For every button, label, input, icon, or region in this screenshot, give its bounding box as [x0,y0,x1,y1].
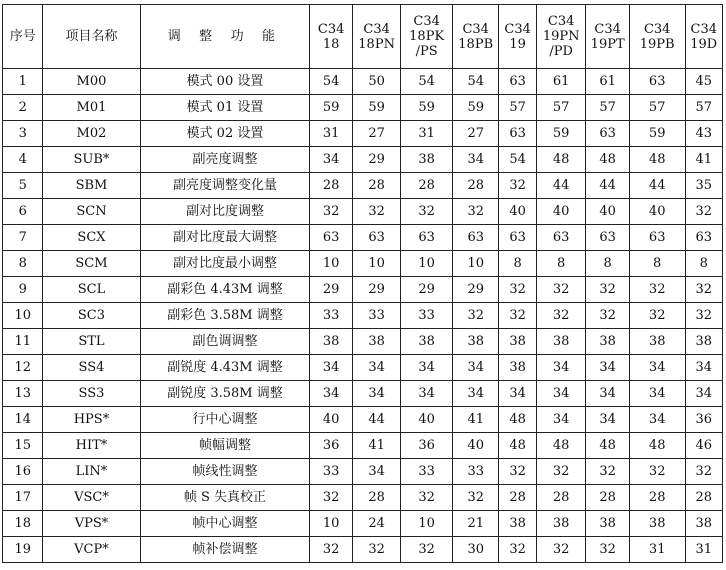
header-model: C34 19 [499,5,536,69]
cell-model-value: 34 [310,355,352,381]
header-serial-number: 序号 [3,5,43,69]
cell-model-value: 36 [685,407,723,433]
cell-model-value: 34 [452,381,499,407]
cell-serial-number: 14 [3,407,43,433]
cell-model-value: 59 [536,121,586,147]
cell-model-value: 48 [629,147,685,173]
cell-model-value: 33 [310,303,352,329]
header-model: C34 19PT [586,5,629,69]
cell-adjust-function: 帧中心调整 [140,511,310,537]
cell-model-value: 48 [586,147,629,173]
cell-model-value: 40 [586,199,629,225]
cell-model-value: 38 [499,329,536,355]
cell-model-value: 38 [629,511,685,537]
cell-model-value: 32 [499,537,536,563]
cell-model-value: 32 [586,277,629,303]
cell-model-value: 57 [685,95,723,121]
cell-serial-number: 15 [3,433,43,459]
header-adjust-function: 调 整 功 能 [140,5,310,69]
cell-serial-number: 11 [3,329,43,355]
cell-model-value: 32 [310,485,352,511]
cell-model-value: 28 [352,485,401,511]
cell-adjust-function: 副亮度调整 [140,147,310,173]
cell-model-value: 54 [310,69,352,95]
cell-model-value: 38 [401,147,453,173]
cell-model-value: 36 [401,433,453,459]
cell-model-value: 29 [401,277,453,303]
cell-adjust-function: 模式 02 设置 [140,121,310,147]
cell-adjust-function: 帧 S 失真校正 [140,485,310,511]
cell-serial-number: 6 [3,199,43,225]
cell-adjust-function: 帧幅调整 [140,433,310,459]
cell-model-value: 33 [401,303,453,329]
cell-model-value: 32 [352,199,401,225]
cell-model-value: 63 [499,225,536,251]
cell-model-value: 50 [352,69,401,95]
table-row [3,251,723,277]
cell-model-value: 54 [401,69,453,95]
cell-model-value: 38 [499,511,536,537]
table-row [3,95,723,121]
cell-serial-number: 9 [3,277,43,303]
table-row [3,537,723,563]
cell-serial-number: 13 [3,381,43,407]
cell-model-value: 63 [499,69,536,95]
cell-model-value: 32 [629,277,685,303]
cell-item-name: SCM [43,251,140,277]
cell-model-value: 44 [629,173,685,199]
cell-model-value: 32 [685,277,723,303]
cell-model-value: 38 [586,511,629,537]
cell-model-value: 32 [499,277,536,303]
table-row [3,511,723,537]
cell-model-value: 57 [586,95,629,121]
cell-model-value: 32 [685,459,723,485]
cell-serial-number: 17 [3,485,43,511]
cell-model-value: 40 [310,407,352,433]
cell-model-value: 48 [499,407,536,433]
cell-model-value: 28 [629,485,685,511]
cell-adjust-function: 副锐度 4.43M 调整 [140,355,310,381]
cell-item-name: HPS* [43,407,140,433]
cell-model-value: 63 [586,225,629,251]
cell-model-value: 38 [499,355,536,381]
cell-model-value: 29 [310,277,352,303]
table-row [3,199,723,225]
cell-model-value: 38 [629,329,685,355]
cell-model-value: 28 [586,485,629,511]
header-model: C34 18PK /PS [401,5,453,69]
cell-model-value: 28 [352,173,401,199]
cell-model-value: 31 [629,537,685,563]
table-row [3,277,723,303]
cell-model-value: 8 [499,251,536,277]
cell-model-value: 28 [499,485,536,511]
cell-model-value: 34 [452,355,499,381]
cell-model-value: 29 [352,277,401,303]
cell-model-value: 32 [499,173,536,199]
cell-model-value: 63 [536,225,586,251]
cell-model-value: 63 [586,121,629,147]
cell-model-value: 57 [629,95,685,121]
cell-serial-number: 12 [3,355,43,381]
header-model: C34 19PN /PD [536,5,586,69]
cell-model-value: 28 [536,485,586,511]
table-row [3,459,723,485]
cell-model-value: 63 [310,225,352,251]
cell-model-value: 63 [401,225,453,251]
cell-model-value: 35 [685,173,723,199]
cell-model-value: 41 [452,407,499,433]
cell-model-value: 38 [352,329,401,355]
cell-adjust-function: 副色调调整 [140,329,310,355]
cell-model-value: 8 [685,251,723,277]
cell-model-value: 44 [586,173,629,199]
cell-model-value: 32 [629,459,685,485]
header-row [3,5,723,69]
cell-adjust-function: 帧线性调整 [140,459,310,485]
cell-model-value: 34 [536,381,586,407]
cell-model-value: 63 [452,225,499,251]
cell-model-value: 31 [310,121,352,147]
table-row [3,485,723,511]
cell-model-value: 33 [452,459,499,485]
cell-item-name: M00 [43,69,140,95]
cell-model-value: 32 [586,537,629,563]
cell-model-value: 34 [586,381,629,407]
cell-model-value: 32 [536,537,586,563]
cell-model-value: 38 [536,329,586,355]
cell-model-value: 61 [586,69,629,95]
cell-model-value: 40 [629,199,685,225]
cell-model-value: 41 [352,433,401,459]
cell-item-name: VPS* [43,511,140,537]
cell-serial-number: 7 [3,225,43,251]
cell-model-value: 40 [499,199,536,225]
cell-model-value: 28 [452,173,499,199]
cell-item-name: STL [43,329,140,355]
cell-model-value: 63 [499,121,536,147]
cell-model-value: 34 [629,407,685,433]
cell-model-value: 34 [452,147,499,173]
cell-model-value: 10 [310,251,352,277]
cell-adjust-function: 模式 01 设置 [140,95,310,121]
cell-adjust-function: 副锐度 3.58M 调整 [140,381,310,407]
cell-model-value: 32 [310,537,352,563]
cell-serial-number: 18 [3,511,43,537]
cell-model-value: 38 [310,329,352,355]
cell-model-value: 32 [586,303,629,329]
cell-model-value: 24 [352,511,401,537]
cell-model-value: 34 [352,381,401,407]
table-body [3,69,723,563]
cell-model-value: 32 [452,485,499,511]
cell-model-value: 32 [452,199,499,225]
cell-model-value: 32 [310,199,352,225]
table-row [3,433,723,459]
cell-model-value: 63 [685,225,723,251]
cell-item-name: SS4 [43,355,140,381]
cell-model-value: 63 [629,225,685,251]
cell-model-value: 45 [685,69,723,95]
cell-item-name: LIN* [43,459,140,485]
cell-model-value: 32 [452,303,499,329]
cell-model-value: 44 [352,407,401,433]
cell-model-value: 10 [401,511,453,537]
cell-adjust-function: 副彩色 3.58M 调整 [140,303,310,329]
cell-model-value: 32 [536,459,586,485]
cell-model-value: 27 [452,121,499,147]
cell-model-value: 32 [499,459,536,485]
cell-model-value: 44 [536,173,586,199]
header-model: C34 19PB [629,5,685,69]
cell-model-value: 38 [452,329,499,355]
cell-model-value: 48 [629,433,685,459]
table-row [3,225,723,251]
cell-model-value: 10 [310,511,352,537]
cell-model-value: 8 [586,251,629,277]
cell-model-value: 33 [401,459,453,485]
cell-serial-number: 10 [3,303,43,329]
table-header [3,5,723,69]
cell-model-value: 31 [685,537,723,563]
cell-model-value: 10 [401,251,453,277]
header-item-name: 项目名称 [43,5,140,69]
cell-model-value: 32 [586,459,629,485]
cell-model-value: 59 [401,95,453,121]
cell-model-value: 28 [310,173,352,199]
cell-serial-number: 2 [3,95,43,121]
cell-item-name: SC3 [43,303,140,329]
cell-model-value: 59 [452,95,499,121]
cell-model-value: 46 [685,433,723,459]
cell-model-value: 34 [685,355,723,381]
cell-model-value: 29 [352,147,401,173]
table-row [3,69,723,95]
cell-model-value: 34 [536,407,586,433]
cell-item-name: SCN [43,199,140,225]
table-row [3,147,723,173]
cell-item-name: SCX [43,225,140,251]
cell-model-value: 63 [352,225,401,251]
cell-item-name: VCP* [43,537,140,563]
cell-adjust-function: 副彩色 4.43M 调整 [140,277,310,303]
cell-model-value: 41 [685,147,723,173]
cell-model-value: 30 [452,537,499,563]
cell-model-value: 32 [401,537,453,563]
cell-item-name: SCL [43,277,140,303]
cell-item-name: M02 [43,121,140,147]
cell-model-value: 38 [685,511,723,537]
cell-model-value: 32 [352,537,401,563]
cell-model-value: 38 [685,329,723,355]
table-row [3,407,723,433]
cell-model-value: 32 [401,485,453,511]
cell-model-value: 34 [629,355,685,381]
cell-model-value: 40 [452,433,499,459]
cell-adjust-function: 行中心调整 [140,407,310,433]
cell-serial-number: 8 [3,251,43,277]
header-model: C34 18PN [352,5,401,69]
table-row [3,303,723,329]
cell-serial-number: 5 [3,173,43,199]
cell-model-value: 21 [452,511,499,537]
cell-model-value: 48 [586,433,629,459]
cell-serial-number: 1 [3,69,43,95]
table-row [3,355,723,381]
cell-model-value: 34 [310,381,352,407]
header-model: C34 18 [310,5,352,69]
cell-model-value: 38 [586,329,629,355]
cell-model-value: 48 [499,433,536,459]
cell-model-value: 38 [536,511,586,537]
cell-model-value: 43 [685,121,723,147]
cell-model-value: 32 [685,303,723,329]
cell-item-name: SUB* [43,147,140,173]
cell-adjust-function: 副亮度调整变化量 [140,173,310,199]
cell-model-value: 32 [401,199,453,225]
cell-model-value: 40 [536,199,586,225]
cell-model-value: 32 [536,303,586,329]
header-model: C34 18PB [452,5,499,69]
cell-model-value: 34 [536,355,586,381]
cell-model-value: 38 [401,329,453,355]
cell-model-value: 34 [352,355,401,381]
header-model: C34 19D [685,5,723,69]
cell-model-value: 32 [499,303,536,329]
cell-adjust-function: 副对比度最小调整 [140,251,310,277]
cell-model-value: 32 [685,199,723,225]
cell-item-name: M01 [43,95,140,121]
cell-serial-number: 4 [3,147,43,173]
table-row [3,173,723,199]
cell-model-value: 48 [536,433,586,459]
cell-adjust-function: 副对比度最大调整 [140,225,310,251]
cell-adjust-function: 帧补偿调整 [140,537,310,563]
cell-model-value: 33 [352,303,401,329]
cell-model-value: 28 [685,485,723,511]
cell-model-value: 8 [536,251,586,277]
cell-model-value: 28 [401,173,453,199]
table-row [3,329,723,355]
cell-item-name: VSC* [43,485,140,511]
cell-model-value: 54 [499,147,536,173]
cell-model-value: 29 [452,277,499,303]
cell-model-value: 34 [401,355,453,381]
cell-model-value: 34 [499,381,536,407]
cell-adjust-function: 副对比度调整 [140,199,310,225]
cell-model-value: 34 [586,355,629,381]
cell-model-value: 59 [629,121,685,147]
cell-model-value: 34 [586,407,629,433]
cell-model-value: 31 [401,121,453,147]
table-row [3,121,723,147]
table-row [3,381,723,407]
cell-model-value: 59 [352,95,401,121]
cell-serial-number: 3 [3,121,43,147]
cell-model-value: 33 [310,459,352,485]
cell-model-value: 54 [452,69,499,95]
cell-serial-number: 16 [3,459,43,485]
cell-model-value: 48 [536,147,586,173]
cell-model-value: 36 [310,433,352,459]
cell-model-value: 10 [452,251,499,277]
cell-model-value: 32 [629,303,685,329]
cell-model-value: 57 [536,95,586,121]
cell-model-value: 10 [352,251,401,277]
cell-model-value: 40 [401,407,453,433]
cell-model-value: 59 [310,95,352,121]
cell-model-value: 34 [685,381,723,407]
cell-model-value: 34 [352,459,401,485]
cell-model-value: 8 [629,251,685,277]
cell-model-value: 61 [536,69,586,95]
cell-model-value: 63 [629,69,685,95]
cell-serial-number: 19 [3,537,43,563]
cell-model-value: 32 [536,277,586,303]
cell-item-name: HIT* [43,433,140,459]
cell-item-name: SBM [43,173,140,199]
cell-model-value: 34 [310,147,352,173]
cell-model-value: 57 [499,95,536,121]
cell-item-name: SS3 [43,381,140,407]
cell-adjust-function: 模式 00 设置 [140,69,310,95]
adjustment-data-table [2,4,723,563]
cell-model-value: 34 [401,381,453,407]
cell-model-value: 34 [629,381,685,407]
cell-model-value: 27 [352,121,401,147]
